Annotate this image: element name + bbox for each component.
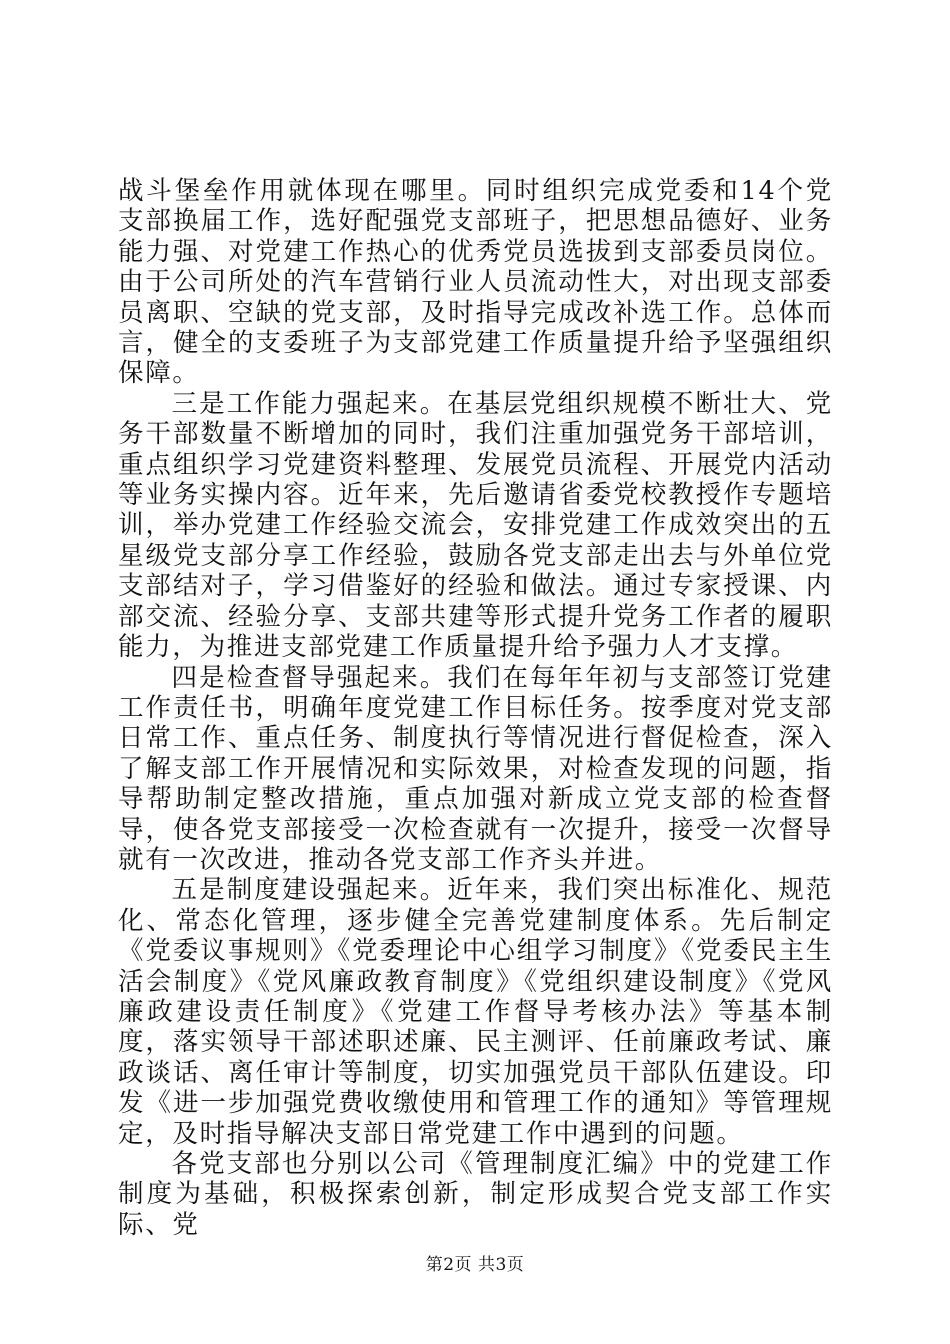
paragraph-work-ability: 三是工作能力强起来。在基层党组织规模不断壮大、党务干部数量不断增加的同时，我们注重加强党务干部培训，重点组织学习党建资料整理、发展党员流程、开展党内活动等业务实操内容。近年来，先后邀请省委党校教授作专题培训，举办党建工作经验交流会，安排党建工作成效突出的五星级党支部分享工作经验，鼓励各党支部走出去与外单位党支部结对子，学习借鉴好的经验和做法。通过专家授课、内部交流、经验分享、支部共建等形式提升党务工作者的履职能力，为推进支部党建工作质量提升给予强力人才支撑。: [118, 388, 833, 663]
paragraph-continuation: 战斗堡垒作用就体现在哪里。同时组织完成党委和14个党支部换届工作，选好配强党支部班子，把思想品德好、业务能力强、对党建工作热心的优秀党员选拔到支部委员岗位。由于公司所处的汽车营销行业人员流动性大，对出现支部委员离职、空缺的党支部，及时指导完成改补选工作。总体而言，健全的支委班子为支部党建工作质量提升给予坚强组织保障。: [118, 176, 833, 389]
paragraph-inspection-supervision: 四是检查督导强起来。我们在每年年初与支部签订党建工作责任书，明确年度党建工作目标任务。按季度对党支部日常工作、重点任务、制度执行等情况进行督促检查，深入了解支部工作开展情况和实际效果，对检查发现的问题，指导帮助制定整改措施，重点加强对新成立党支部的检查督导，使各党支部接受一次检查就有一次提升，接受一次督导就有一次改进，推动各党支部工作齐头并进。: [118, 662, 833, 875]
document-body: [118, 176, 833, 1240]
paragraph-branch-innovation: 各党支部也分别以公司《管理制度汇编》中的党建工作制度为基础，积极探索创新，制定形成契合党支部工作实际、党: [118, 1149, 833, 1240]
paragraph-system-building: 五是制度建设强起来。近年来，我们突出标准化、规范化、常态化管理，逐步健全完善党建制度体系。先后制定《党委议事规则》《党委理论中心组学习制度》《党委民主生活会制度》《党风廉政教育制度》《党组织建设制度》《党风廉政建设责任制度》《党建工作督导考核办法》等基本制度，落实领导干部述职述廉、民主测评、任前廉政考试、廉政谈话、离任审计等制度，切实加强党员干部队伍建设。印发《进一步加强党费收缴使用和管理工作的通知》等管理规定，及时指导解决支部日常党建工作中遇到的问题。: [118, 875, 833, 1149]
page-number-footer: 第2页 共3页: [425, 1255, 525, 1275]
